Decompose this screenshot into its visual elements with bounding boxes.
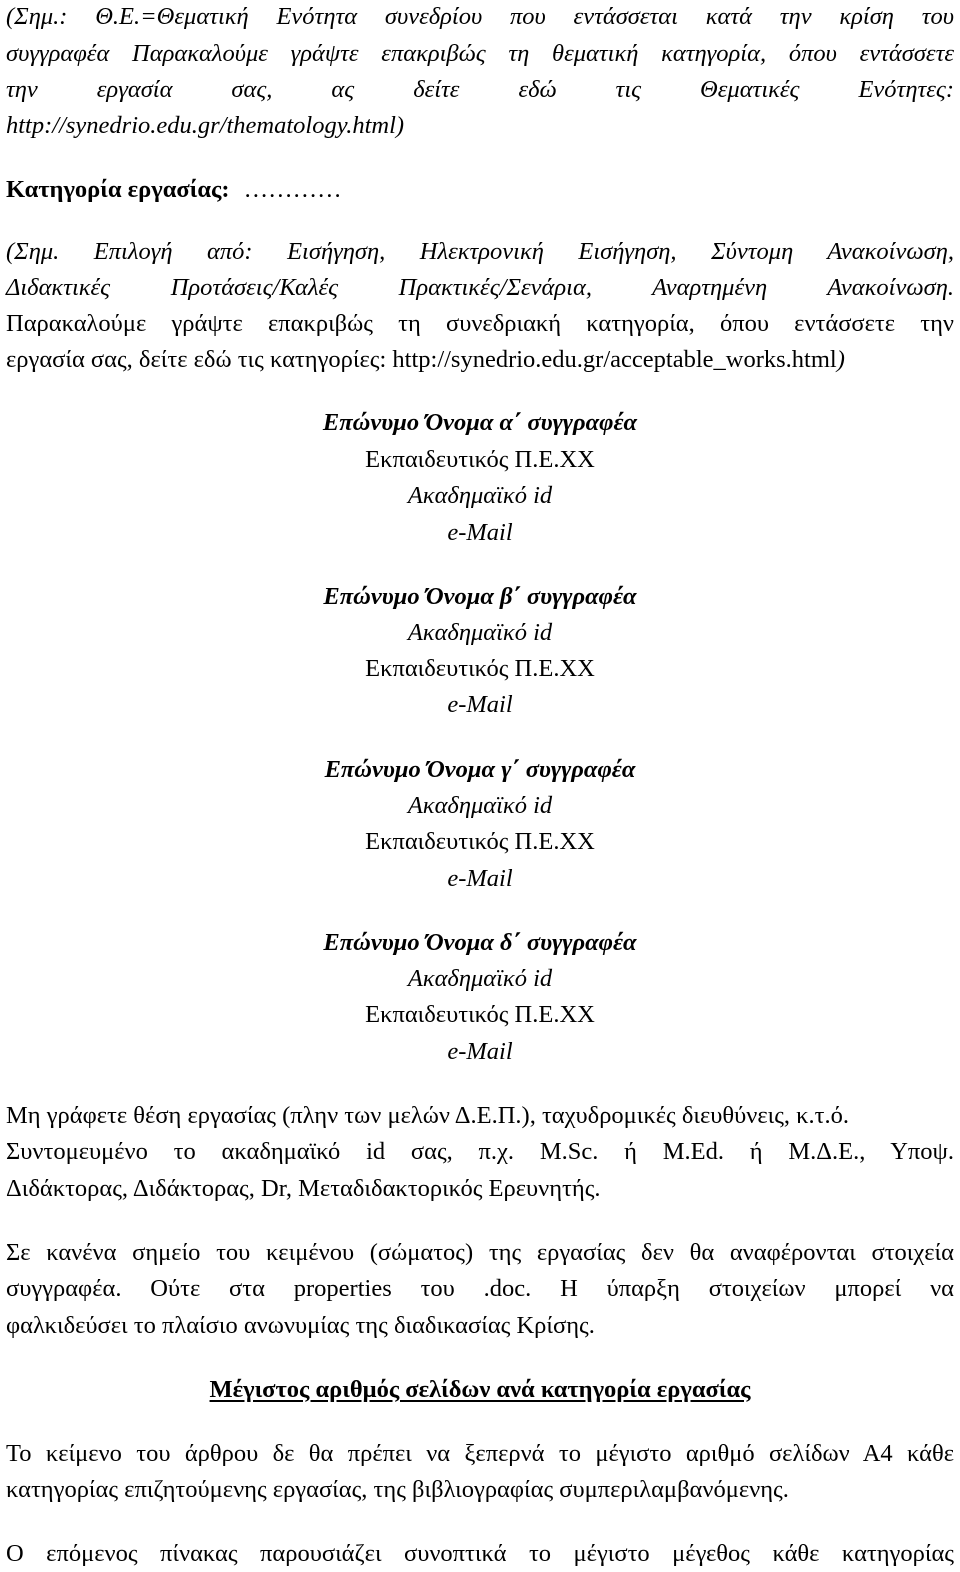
author-b-email: e-Mail [447, 691, 513, 718]
paragraph1-line-1: Το κείμενο του άρθρου δε θα πρέπει να ξεπερνά το μέγιστο αριθμό σελίδων Α4 κάθε [6, 1440, 954, 1467]
note2-line-3: Παρακαλούμε γράψτε επακριβώς τη συνεδριακή κατηγορία, όπου εντάσσετε την [6, 310, 954, 337]
author-d-name: Επώνυμο Όνομα δ΄ συγγραφέα [323, 929, 637, 956]
instructions1-line-2: Συντομευμένο το ακαδημαϊκό id σας, π.χ. M.Sc. ή M.Ed. ή Μ.Δ.Ε., Υποψ. [6, 1138, 954, 1165]
instructions2-line-1: Σε κανένα σημείο του κειμένου (σώματος) της εργασίας δεν θα αναφέρονται στοιχεία [6, 1239, 954, 1266]
author-c-line2: Ακαδημαϊκό id [407, 792, 553, 819]
category-label: Κατηγορία εργασίας: [6, 176, 230, 203]
section-heading: Μέγιστος αριθμός σελίδων ανά κατηγορία εργασίας [209, 1376, 751, 1403]
author-b-line3: Εκπαιδευτικός Π.Ε.ΧΧ [365, 655, 595, 682]
note2-line-1: (Σημ. Επιλογή από: Εισήγηση, Ηλεκτρονική Εισήγηση, Σύντομη Ανακοίνωση, [6, 238, 954, 265]
author-a-email: e-Mail [447, 519, 513, 546]
author-a-name: Επώνυμο Όνομα α΄ συγγραφέα [322, 409, 638, 436]
paragraph2-line-1: Ο επόμενος πίνακας παρουσιάζει συνοπτικά το μέγιστο μέγεθος κάθε κατηγορίας [6, 1540, 954, 1567]
note1-line-2: συγγραφέα Παρακαλούμε γράψτε επακριβώς τη θεματική κατηγορία, όπου εντάσσετε [6, 40, 954, 67]
author-b-line2: Ακαδημαϊκό id [407, 619, 553, 646]
note1-line-3: την εργασία σας, ας δείτε εδώ τις Θεματικές Ενότητες: [6, 76, 954, 103]
category-row [6, 175, 954, 205]
author-c-line3: Εκπαιδευτικός Π.Ε.ΧΧ [365, 828, 595, 855]
note2-line-4 [6, 345, 954, 375]
note2-line-2: Διδακτικές Προτάσεις/Καλές Πρακτικές/Σενάρια, Αναρτημένη Ανακοίνωση. [6, 274, 954, 301]
author-a-line2: Εκπαιδευτικός Π.Ε.ΧΧ [365, 446, 595, 473]
author-c-email: e-Mail [447, 865, 513, 892]
author-b-name: Επώνυμο Όνομα β΄ συγγραφέα [323, 583, 637, 610]
instructions2-line-3: φαλκιδεύσει το πλαίσιο ανωνυμίας της διαδικασίας Κρίσης. [6, 1312, 595, 1339]
paragraph1-line-2: κατηγορίας επιζητούμενης εργασίας, της βιβλιογραφίας συμπεριλαμβανόμενης. [6, 1476, 789, 1503]
author-d-email: e-Mail [447, 1038, 513, 1065]
author-c-name: Επώνυμο Όνομα γ΄ συγγραφέα [324, 756, 636, 783]
instructions1-line-1: Μη γράφετε θέση εργασίας (πλην των μελών Δ.Ε.Π.), ταχυδρομικές διευθύνεις, κ.τ.ό. [6, 1102, 850, 1129]
note1-line-1: (Σημ.: Θ.Ε.=Θεματική Ενότητα συνεδρίου που εντάσσεται κατά την κρίση του [6, 3, 954, 30]
note2-line-4-text: εργασία σας, δείτε εδώ τις κατηγορίες: http://synedrio.edu.gr/acceptable_works.html [6, 346, 837, 373]
author-d-line3: Εκπαιδευτικός Π.Ε.ΧΧ [365, 1001, 595, 1028]
note2-closing-paren: ) [836, 346, 845, 373]
author-d-line2: Ακαδημαϊκό id [407, 965, 553, 992]
author-a-line3: Ακαδημαϊκό id [407, 482, 553, 509]
note1-url: http://synedrio.edu.gr/thematology.html) [6, 112, 405, 139]
instructions2-line-2: συγγραφέα. Ούτε στα properties του .doc. Η ύπαρξη στοιχείων μπορεί να [6, 1275, 954, 1302]
category-placeholder: ………… [243, 176, 342, 203]
instructions1-line-3: Διδάκτορας, Διδάκτορας, Dr, Μεταδιδακτορικός Ερευνητής. [6, 1175, 601, 1202]
